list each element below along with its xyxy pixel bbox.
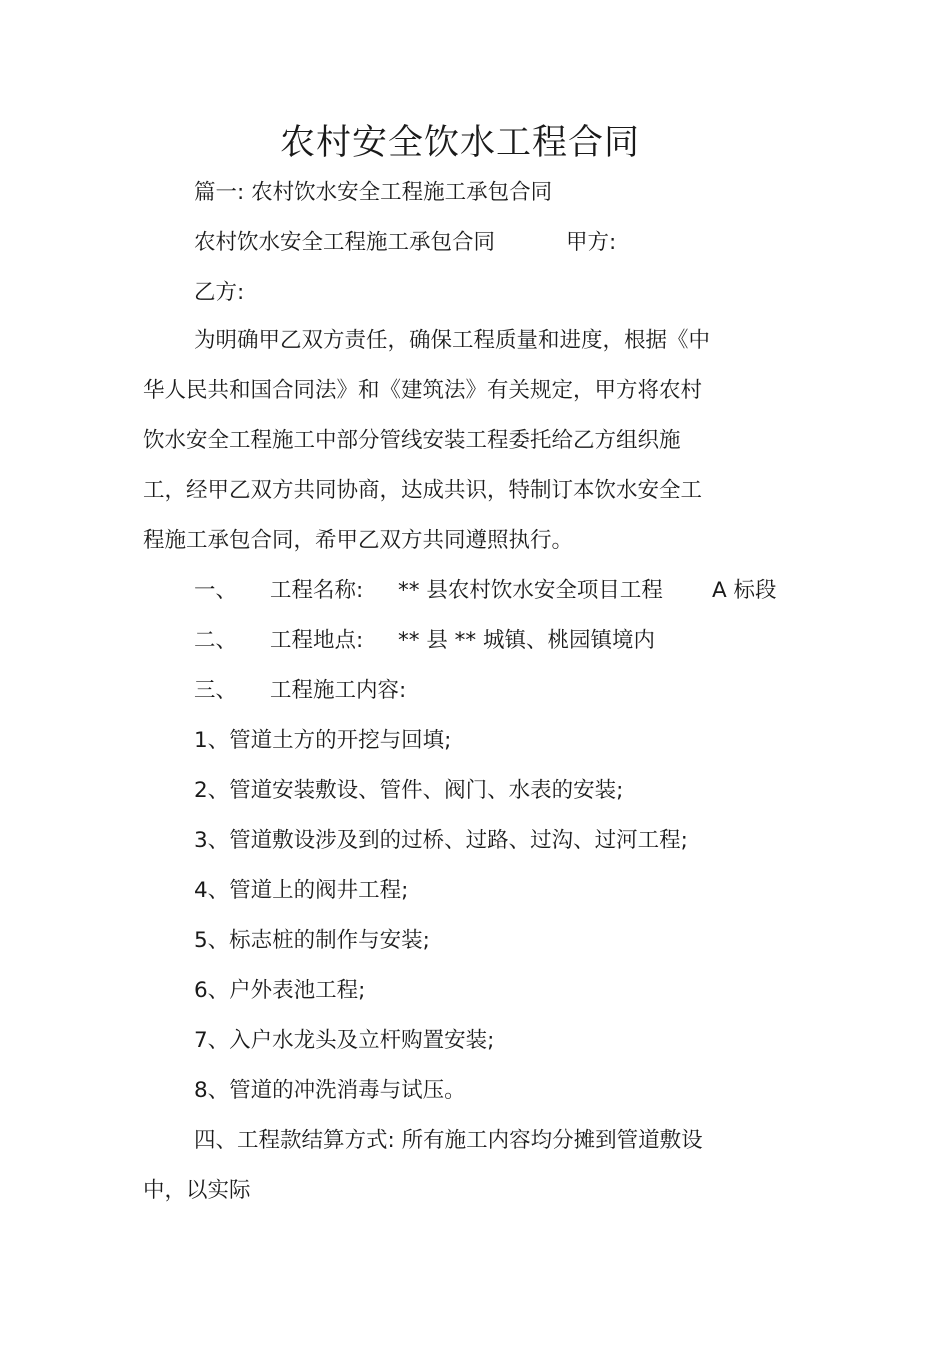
intro-line: 华人民共和国合同法》和《建筑法》有关规定，甲方将农村 — [143, 378, 703, 403]
section-label: 工程名称: — [270, 578, 364, 603]
list-item: 1、管道土方的开挖与回填; — [194, 728, 452, 753]
intro-line: 为明确甲乙双方责任，确保工程质量和进度，根据《中 — [194, 328, 711, 353]
list-item: 8、管道的冲洗消毒与试压。 — [194, 1078, 466, 1103]
list-item: 6、户外表池工程; — [194, 978, 366, 1003]
section-extra: A 标段 — [712, 578, 777, 603]
list-item: 7、入户水龙头及立杆购置安装; — [194, 1028, 495, 1053]
document-title: 农村安全饮水工程合同 — [279, 123, 640, 163]
list-item: 5、标志桩的制作与安装; — [194, 928, 430, 953]
section-label: 工程地点: — [270, 628, 364, 653]
section-number: 二、 — [194, 628, 238, 653]
intro-line: 程施工承包合同，希甲乙双方共同遵照执行。 — [143, 528, 574, 553]
subtitle: 篇一: 农村饮水安全工程施工承包合同 — [194, 180, 553, 205]
list-item: 4、管道上的阀井工程; — [194, 878, 409, 903]
contract-name: 农村饮水安全工程施工承包合同 — [194, 230, 496, 255]
section-number: 一、 — [194, 578, 238, 603]
list-item: 3、管道敷设涉及到的过桥、过路、过沟、过河工程; — [194, 828, 688, 853]
section-value: ** 县 ** 城镇、桃园镇境内 — [398, 628, 656, 653]
intro-line: 工，经甲乙双方共同协商，达成共识，特制订本饮水安全工 — [143, 478, 703, 503]
settlement-line: 中，以实际 — [143, 1178, 251, 1203]
intro-line: 饮水安全工程施工中部分管线安装工程委托给乙方组织施 — [143, 428, 681, 453]
section-number: 三、 — [194, 678, 238, 703]
list-item: 2、管道安装敷设、管件、阀门、水表的安装; — [194, 778, 624, 803]
party-b-label: 乙方: — [194, 280, 245, 305]
settlement-line: 四、工程款结算方式: 所有施工内容均分摊到管道敷设 — [194, 1128, 703, 1153]
section-label: 工程施工内容: — [270, 678, 407, 703]
section-value: ** 县农村饮水安全项目工程 — [398, 578, 663, 603]
party-a-label: 甲方: — [566, 230, 617, 255]
